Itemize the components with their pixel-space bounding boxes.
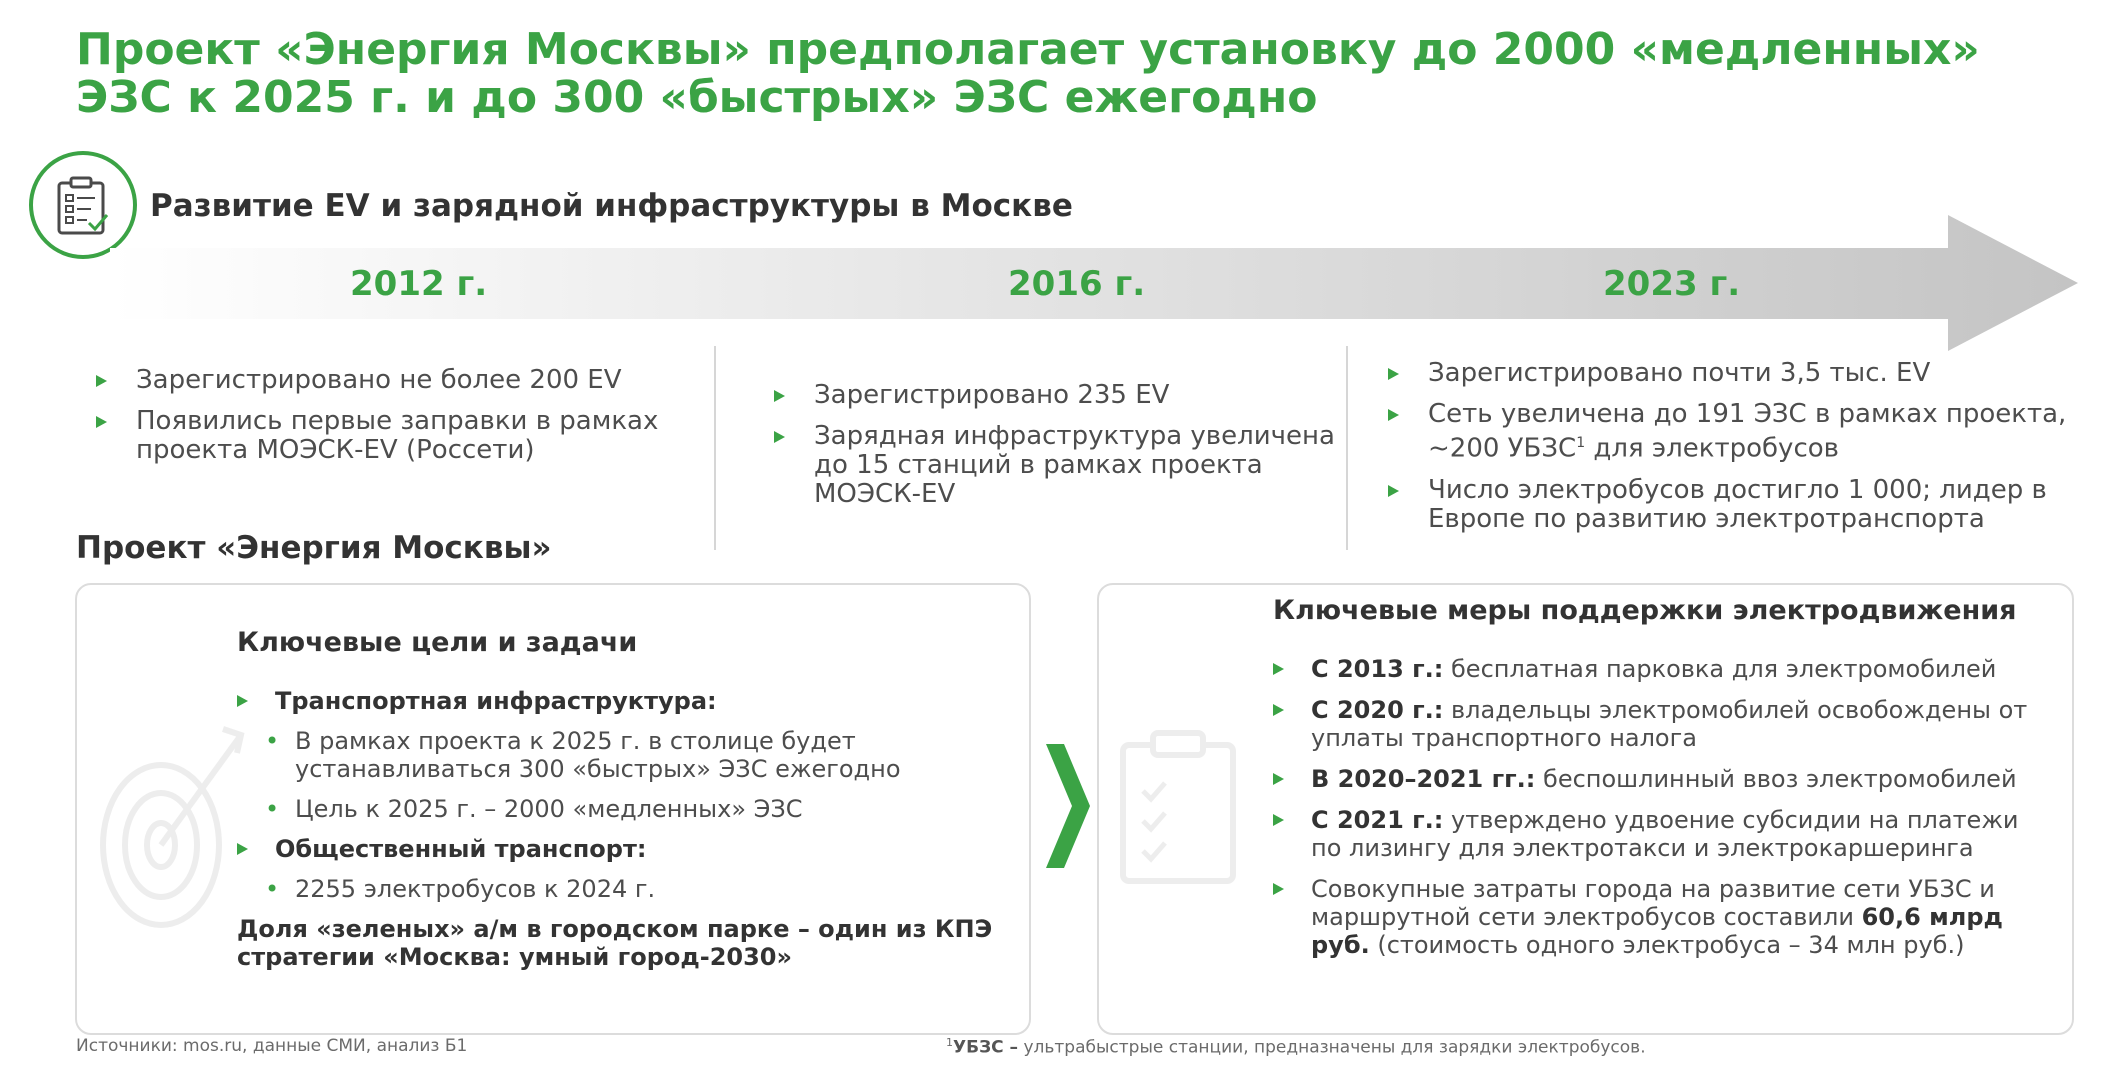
list-item: Совокупные затраты города на развитие сети УБЗС и маршрутной сети электробусов составили 60,6 млрд руб. (стоимость одного электробуса – 34 млн руб.) xyxy=(1273,875,2053,959)
measures-card xyxy=(1097,583,2074,1035)
bullet-arrow-icon xyxy=(1388,368,1399,380)
bullet-dot-icon: • xyxy=(265,795,280,823)
bullet-arrow-icon xyxy=(1388,485,1399,497)
bullet-arrow-icon xyxy=(1273,814,1284,826)
goals-kpi-note: Доля «зеленых» а/м в городском парке – один из КПЭ стратегии «Москва: умный город-2030» xyxy=(237,915,993,971)
timeline-col-2023 xyxy=(1388,359,2068,546)
measures-heading: Ключевые меры поддержки электродвижения xyxy=(1273,595,2017,626)
bullet-arrow-icon xyxy=(774,390,785,402)
list-item: • В рамках проекта к 2025 г. в столице будет устанавливаться 300 «быстрых» ЭЗС ежегодно xyxy=(265,727,901,783)
list-item: Сеть увеличена до 191 ЭЗС в рамках проекта, ~200 УБЗС$^1$ для электробусов xyxy=(1388,400,2068,464)
bullet-arrow-icon xyxy=(1388,409,1399,421)
bullet-arrow-icon xyxy=(237,843,248,855)
list-item: • 2255 электробусов к 2024 г. xyxy=(265,875,656,903)
bullet-arrow-icon xyxy=(1273,663,1284,675)
list-item: С 2020 г.: владельцы электромобилей освобождены от уплаты транспортного налога xyxy=(1273,696,2053,752)
bullet-arrow-icon xyxy=(774,431,785,443)
goals-heading: Ключевые цели и задачи xyxy=(237,627,638,658)
bullet-arrow-icon xyxy=(96,416,107,428)
footnote-marker: 1 xyxy=(1576,435,1586,451)
project-label: Проект «Энергия Москвы» xyxy=(76,530,552,566)
timeline-col-2012 xyxy=(96,366,696,477)
target-icon xyxy=(91,715,261,935)
bullet-dot-icon: • xyxy=(265,727,280,755)
list-item: В 2020–2021 гг.: беспошлинный ввоз электромобилей xyxy=(1273,765,2053,793)
list-item: Зарядная инфраструктура увеличена до 15 станций в рамках проекта МОЭСК-EV xyxy=(774,422,1344,509)
bullet-dot-icon: • xyxy=(265,875,280,903)
footnote: $^1$УБЗС – ультрабыстрые станции, предназначены для зарядки электробусов. xyxy=(946,1036,1646,1058)
section-subtitle: Развитие EV и зарядной инфраструктуры в Москве xyxy=(150,188,1073,224)
list-item: Зарегистрировано почти 3,5 тыс. EV xyxy=(1388,359,2068,388)
list-item: С 2013 г.: бесплатная парковка для электромобилей xyxy=(1273,655,2053,683)
goals-card xyxy=(75,583,1031,1035)
list-item: Число электробусов достигло 1 000; лидер в Европе по развитию электротранспорта xyxy=(1388,476,2068,534)
sources-note: Источники: mos.ru, данные СМИ, анализ Б1 xyxy=(76,1036,468,1056)
goals-list xyxy=(237,687,997,971)
list-item: • Цель к 2025 г. – 2000 «медленных» ЭЗС xyxy=(265,795,803,823)
timeline-year-2023: 2023 г. xyxy=(1603,264,1741,304)
timeline-divider xyxy=(1346,346,1348,550)
page-title: Проект «Энергия Москвы» предполагает установку до 2000 «медленных» ЭЗС к 2025 г. и до 300 «быстрых» ЭЗС ежегодно xyxy=(76,24,1980,123)
goal-group-title: Транспортная инфраструктура: xyxy=(237,687,997,715)
list-item: С 2021 г.: утверждено удвоение субсидии на платежи по лизингу для электротакси и электрокаршеринга xyxy=(1273,806,2053,862)
timeline-divider xyxy=(714,346,716,550)
bullet-arrow-icon xyxy=(1273,704,1284,716)
bullet-arrow-icon xyxy=(1273,773,1284,785)
timeline-col-2016 xyxy=(774,381,1344,521)
clipboard-check-icon xyxy=(1115,727,1245,887)
list-item: Появились первые заправки в рамках проекта МОЭСК-EV (Россети) xyxy=(96,407,696,465)
list-item: Зарегистрировано не более 200 EV xyxy=(96,366,696,395)
timeline-year-2016: 2016 г. xyxy=(1008,264,1146,304)
bullet-arrow-icon xyxy=(1273,883,1284,895)
bullet-arrow-icon xyxy=(237,695,248,707)
chevron-right-icon xyxy=(1046,744,1090,868)
timeline-year-2012: 2012 г. xyxy=(350,264,488,304)
measures-list xyxy=(1273,655,2053,972)
goal-group-title: Общественный транспорт: xyxy=(237,835,997,863)
bullet-arrow-icon xyxy=(96,375,107,387)
list-item: Зарегистрировано 235 EV xyxy=(774,381,1344,410)
